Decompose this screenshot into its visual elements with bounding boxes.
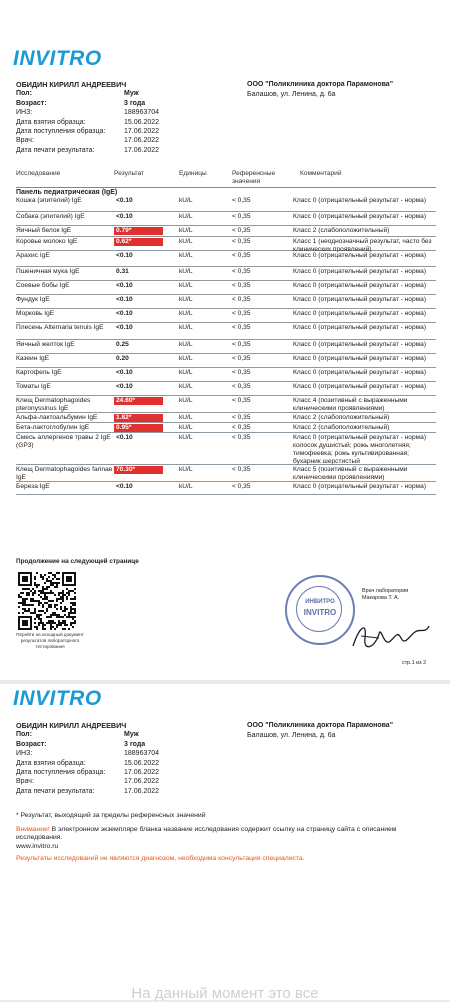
table-row: [16, 323, 436, 340]
result-cell[interactable]: <0.10: [116, 310, 133, 317]
unit-cell: kU/L: [179, 355, 193, 362]
ref-cell: < 0,35: [232, 197, 251, 204]
table-row: [16, 196, 436, 212]
comment-cell: Класс 2 (слабоположительный): [293, 414, 390, 421]
taken-label: Дата взятия образца:: [16, 118, 86, 126]
table-row: [16, 309, 436, 323]
printed-label: Дата печати результата:: [16, 146, 95, 154]
age-value: 3 года: [124, 99, 146, 107]
test-name-cell: Клещ Dermatophagoides pteronyssinus IgE: [16, 397, 91, 412]
comment-cell: Класс 1 (неоднозначный результат, часто без клинических проявлений): [293, 238, 432, 253]
table-row: [16, 413, 436, 423]
ref-cell: < 0,35: [232, 383, 251, 390]
ref-cell: < 0,35: [232, 369, 251, 376]
footnote: * Результат, выходящий за пределы референсных значений: [16, 812, 206, 819]
page-number: стр.1 из 2: [402, 660, 427, 666]
comment-cell: Класс 0 (отрицательный результат - норма): [293, 383, 427, 390]
unit-cell: kU/L: [179, 434, 193, 441]
unit-cell: kU/L: [179, 238, 193, 245]
test-name-cell: Морковь IgE: [16, 310, 55, 317]
age-value-2: 3 года: [124, 740, 146, 748]
doctor-role: Врач лаборатории: [362, 588, 409, 594]
comment-cell: Класс 0 (отрицательный результат - норма): [293, 296, 427, 303]
table-row: [16, 482, 436, 495]
unit-cell: kU/L: [179, 483, 193, 490]
taken-label-2: Дата взятия образца:: [16, 759, 86, 767]
patient-info: [16, 80, 159, 155]
ref-cell: < 0,35: [232, 324, 251, 331]
result-cell[interactable]: <0.10: [116, 483, 133, 490]
result-cell[interactable]: 70.30*: [114, 466, 163, 474]
received-value: 17.06.2022: [124, 128, 160, 136]
ref-cell: < 0,35: [232, 252, 251, 259]
sex-value-2: Муж: [124, 731, 139, 739]
stamp-text-top: ИНВИТРО: [305, 599, 335, 605]
result-cell[interactable]: 0.31: [116, 268, 129, 275]
test-name-cell: Плесень Alternaria tenuis IgE: [16, 324, 104, 331]
comment-cell: Класс 0 (отрицательный результат - норма): [293, 310, 427, 317]
ref-cell: < 0,35: [232, 466, 251, 473]
table-row: [16, 212, 436, 226]
clinic-name-2: ООО "Поликлиника доктора Парамонова": [247, 722, 394, 729]
unit-cell: kU/L: [179, 341, 193, 348]
qr-caption: Перейти на исходный документ результатов лабораторного тестирования: [16, 632, 84, 649]
ref-cell: < 0,35: [232, 268, 251, 275]
patient-name-2: ОБИДИН КИРИЛЛ АНДРЕЕВИЧ: [16, 721, 127, 730]
overlay-caption: На данный момент это все: [131, 985, 319, 1002]
ref-cell: < 0,35: [232, 483, 251, 490]
result-cell[interactable]: <0.10: [116, 282, 133, 289]
table-row: [16, 226, 436, 237]
ref-cell: < 0,35: [232, 282, 251, 289]
test-name-cell: Картофель IgE: [16, 369, 62, 376]
col-unit: Единицы: [179, 170, 207, 177]
sex-label: Пол:: [16, 90, 32, 98]
result-cell[interactable]: 0.95*: [114, 424, 163, 432]
warning-label: Внимание!: [16, 826, 50, 833]
bottom-area: [0, 884, 450, 1000]
comment-cell: Класс 0 (отрицательный результат - норма): [293, 268, 427, 275]
clinic-name: ООО "Поликлиника доктора Парамонова": [247, 81, 394, 88]
sex-value: Муж: [124, 90, 139, 98]
result-cell[interactable]: <0.10: [116, 252, 133, 259]
unit-cell: kU/L: [179, 282, 193, 289]
test-name-cell: Бета-лактоглобулин IgE: [16, 424, 90, 431]
result-cell[interactable]: <0.10: [116, 369, 133, 376]
doctor-sign-block: [362, 588, 408, 601]
table-row: [16, 340, 436, 354]
col-comment: Комментарий: [300, 170, 342, 177]
clinic-address: Балашов, ул. Ленина, д. 6а: [247, 90, 336, 98]
ref-cell: < 0,35: [232, 397, 251, 404]
inz-label-2: ИНЗ:: [16, 750, 33, 758]
table-row: [16, 281, 436, 295]
clinic-info: [247, 80, 393, 99]
ref-cell: < 0,35: [232, 424, 251, 431]
unit-cell: kU/L: [179, 424, 193, 431]
age-label-2: Возраст:: [16, 740, 47, 748]
warning-text: В электронном экземпляре бланка название исследования содержит ссылку на страницу сайта с описанием исследования.: [16, 826, 397, 842]
col-test: Исследование: [16, 170, 61, 177]
result-cell[interactable]: <0.10: [116, 213, 133, 220]
table-row: [16, 465, 436, 482]
doctor-label: Врач:: [16, 137, 34, 145]
comment-cell: Класс 0 (отрицательный результат - норма): [293, 355, 427, 362]
unit-cell: kU/L: [179, 369, 193, 376]
doctor-label-2: Врач:: [16, 778, 34, 786]
result-cell[interactable]: 0.20: [116, 355, 129, 362]
ref-cell: < 0,35: [232, 414, 251, 421]
site-link[interactable]: www.invitro.ru: [16, 842, 59, 850]
col-ref: Референсные значения: [232, 170, 276, 185]
unit-cell: kU/L: [179, 227, 193, 234]
comment-cell: Класс 2 (слабоположительный): [293, 227, 390, 234]
comment-cell: Класс 0 (отрицательный результат - норма): [293, 213, 427, 220]
ref-cell: < 0,35: [232, 213, 251, 220]
test-name-cell: Фундук IgE: [16, 296, 50, 303]
invitro-logo-2: INVITRO: [13, 687, 102, 710]
col-result: Результат: [114, 170, 144, 177]
unit-cell: kU/L: [179, 414, 193, 421]
table-row: [16, 382, 436, 396]
printed-label-2: Дата печати результата:: [16, 787, 95, 795]
comment-cell: Класс 0 (отрицательный результат - норма): [293, 252, 427, 259]
unit-cell: kU/L: [179, 324, 193, 331]
unit-cell: kU/L: [179, 466, 193, 473]
comment-cell: Класс 5 (позитивный с выраженными клиническими проявлениями): [293, 466, 408, 481]
doctor-value: 17.06.2022: [124, 137, 160, 145]
inz-value-2: 188963704: [124, 750, 160, 758]
printed-value: 17.06.2022: [124, 146, 160, 154]
comment-cell: Класс 0 (отрицательный результат - норма) колосок душистый; рожь многолетняя; тимофеевка; рожь культивированная; бухарник шерстистый: [293, 434, 427, 465]
table-row: [16, 295, 436, 309]
comment-cell: Класс 4 (позитивный с выраженными клиническими проявлениями): [293, 397, 408, 412]
unit-cell: kU/L: [179, 197, 193, 204]
test-name-cell: Клещ Dermatophagoides farinae IgE: [16, 466, 113, 481]
test-name-cell: Альфа-лактоальбумин IgE: [16, 414, 98, 421]
taken-value: 15.06.2022: [124, 118, 160, 126]
clinic-info-2: [247, 721, 393, 740]
sex-label-2: Пол:: [16, 731, 32, 739]
patient-info-2: [16, 721, 159, 796]
clinic-address-2: Балашов, ул. Ленина, д. 6а: [247, 731, 336, 739]
result-cell[interactable]: 24.60*: [114, 397, 163, 405]
received-value-2: 17.06.2022: [124, 769, 160, 777]
test-name-cell: Соевые бобы IgE: [16, 282, 70, 289]
doctor-value-2: 17.06.2022: [124, 778, 160, 786]
result-cell[interactable]: 0.79*: [114, 227, 163, 235]
comment-cell: Класс 0 (отрицательный результат - норма): [293, 282, 427, 289]
age-label: Возраст:: [16, 99, 47, 107]
test-name-cell: Арахис IgE: [16, 252, 50, 259]
result-cell[interactable]: <0.10: [116, 434, 133, 441]
inz-value: 188963704: [124, 109, 160, 117]
unit-cell: kU/L: [179, 310, 193, 317]
inz-label: ИНЗ:: [16, 109, 33, 117]
test-name-cell: Кошка (эпителий) IgE: [16, 197, 82, 204]
ref-cell: < 0,35: [232, 238, 251, 245]
table-row: [16, 237, 436, 251]
ref-cell: < 0,35: [232, 227, 251, 234]
received-label: Дата поступления образца:: [16, 128, 106, 136]
result-cell[interactable]: <0.10: [116, 383, 133, 390]
comment-cell: Класс 0 (отрицательный результат - норма): [293, 341, 427, 348]
warning-block: [16, 826, 436, 851]
continued-note: Продолжение на следующей странице: [16, 558, 139, 565]
signature: [345, 608, 435, 658]
table-row: [16, 267, 436, 281]
comment-cell: Класс 0 (отрицательный результат - норма): [293, 324, 427, 331]
result-cell[interactable]: 0.25: [116, 341, 129, 348]
comment-cell: Класс 0 (отрицательный результат - норма): [293, 369, 427, 376]
invitro-logo: INVITRO: [13, 47, 102, 70]
test-name-cell: Яичный желток IgE: [16, 341, 75, 348]
test-name-cell: Яичный белок IgE: [16, 227, 72, 234]
ref-cell: < 0,35: [232, 296, 251, 303]
section-title: Панель педиатрическая (IgE): [16, 189, 118, 196]
table-row: [16, 396, 436, 413]
unit-cell: kU/L: [179, 296, 193, 303]
doctor-name: Макарова Т. А.: [362, 594, 400, 601]
taken-value-2: 15.06.2022: [124, 759, 160, 767]
unit-cell: kU/L: [179, 213, 193, 220]
unit-cell: kU/L: [179, 252, 193, 259]
result-cell[interactable]: <0.10: [116, 296, 133, 303]
test-name-cell: Томаты IgE: [16, 383, 51, 390]
ref-cell: < 0,35: [232, 341, 251, 348]
results-table: [16, 196, 436, 495]
qr-code[interactable]: [18, 572, 76, 630]
disclaimer: Результаты исследований не являются диагнозом, необходима консультация специалиста.: [16, 855, 305, 862]
unit-cell: kU/L: [179, 383, 193, 390]
table-row: [16, 368, 436, 382]
test-name-cell: Смесь аллергенов травы 2 IgE (GP3): [16, 434, 111, 449]
table-row: [16, 251, 436, 267]
comment-cell: Класс 0 (отрицательный результат - норма): [293, 197, 427, 204]
test-name-cell: Береза IgE: [16, 483, 50, 490]
patient-name: ОБИДИН КИРИЛЛ АНДРЕЕВИЧ: [16, 80, 127, 89]
comment-cell: Класс 0 (отрицательный результат - норма): [293, 483, 427, 490]
test-name-cell: Пшеничная мука IgE: [16, 268, 80, 275]
comment-cell: Класс 2 (слабоположительный): [293, 424, 390, 431]
unit-cell: kU/L: [179, 397, 193, 404]
printed-value-2: 17.06.2022: [124, 787, 160, 795]
result-cell[interactable]: 0.62*: [114, 238, 163, 246]
table-row: [16, 354, 436, 368]
test-name-cell: Коровье молоко IgE: [16, 238, 78, 245]
ref-cell: < 0,35: [232, 434, 251, 441]
result-cell[interactable]: <0.10: [116, 324, 133, 331]
received-label-2: Дата поступления образца:: [16, 769, 106, 777]
table-header: [16, 170, 436, 188]
ref-cell: < 0,35: [232, 310, 251, 317]
result-cell[interactable]: 1.82*: [114, 414, 163, 422]
table-row: [16, 433, 436, 465]
ref-cell: < 0,35: [232, 355, 251, 362]
test-name-cell: Казеин IgE: [16, 355, 50, 362]
table-row: [16, 423, 436, 433]
stamp-text-bottom: INVITRO: [303, 608, 337, 617]
report-page-2: [0, 684, 450, 884]
test-name-cell: Собака (эпителий) IgE: [16, 213, 85, 220]
unit-cell: kU/L: [179, 268, 193, 275]
result-cell[interactable]: <0.10: [116, 197, 133, 204]
